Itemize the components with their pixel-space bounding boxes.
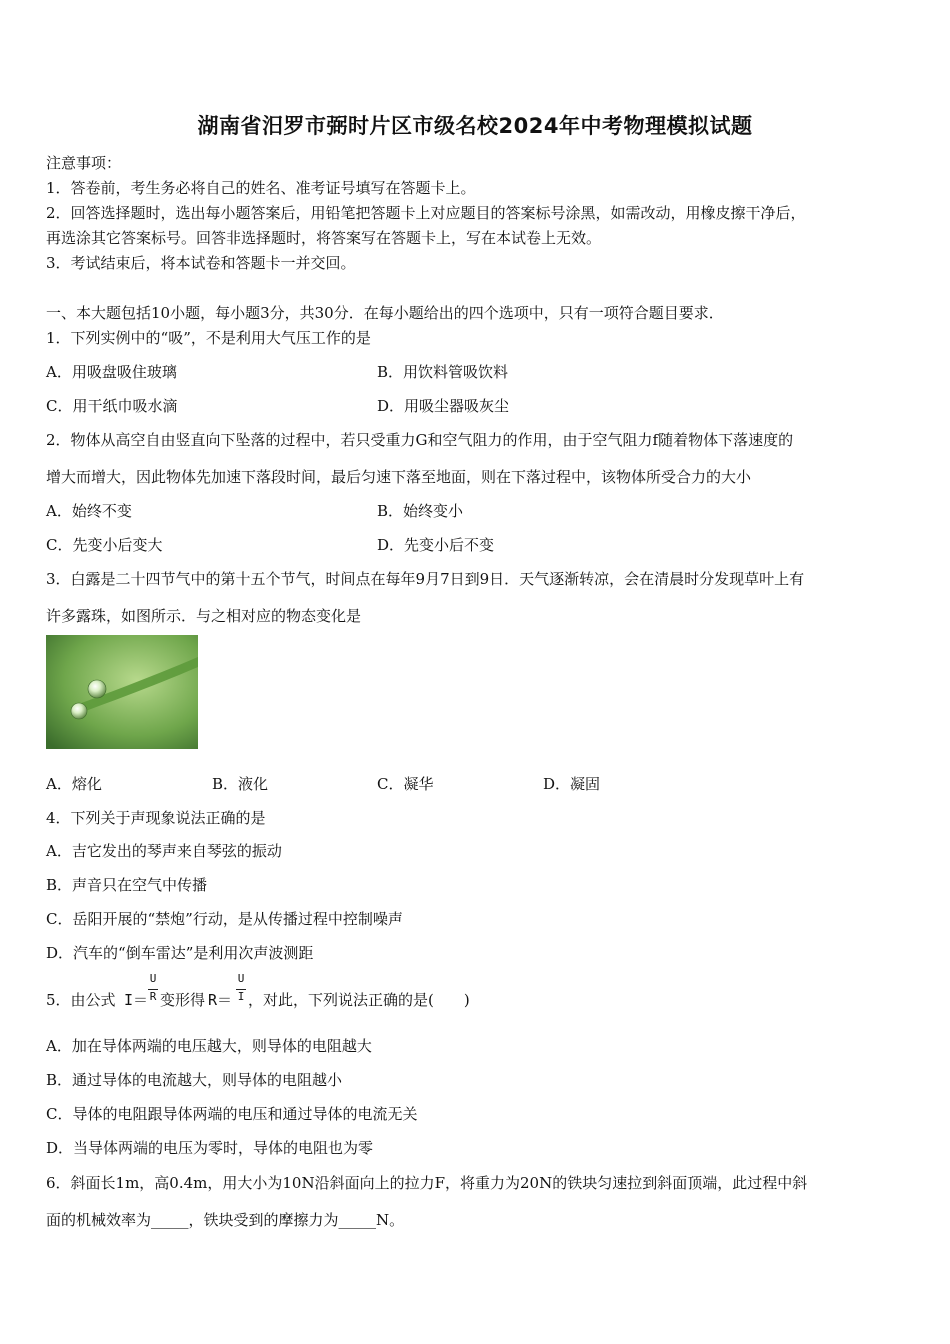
notes-item-2b: 再选涂其它答案标号。回答非选择题时，将答案写在答题卡上，写在本试卷上无效。 <box>46 229 602 247</box>
q6-stem-line-1: 6．斜面长1m，高0.4m，用大小为10N沿斜面向上的拉力F，将重力为20N的铁块匀速拉到斜面顶端，此过程中斜 <box>46 1174 808 1192</box>
q4-option-c: C．岳阳开展的“禁炮”行动，是从传播过程中控制噪声 <box>46 910 403 928</box>
dew-on-grass-photo <box>46 635 198 749</box>
q4-option-b: B．声音只在空气中传播 <box>46 876 208 894</box>
q1-option-c: C．用干纸巾吸水滴 <box>46 397 178 415</box>
q2-option-c: C．先变小后变大 <box>46 536 163 554</box>
dew-illustration <box>46 635 198 749</box>
q3-stem-line-1: 3．白露是二十四节气中的第十五个节气，时间点在每年9月7日到9日．天气逐渐转凉，会在清晨时分发现草叶上有 <box>46 570 805 588</box>
q2-stem-line-2: 增大而增大，因此物体先加速下落段时间，最后匀速下落至地面，则在下落过程中，该物体所受合力的大小 <box>46 468 752 486</box>
q3-option-d: D．凝固 <box>543 775 601 793</box>
q2-option-d: D．先变小后不变 <box>377 536 495 554</box>
q5-suffix: ，对此，下列说法正确的是( ) <box>248 991 470 1009</box>
q5-fraction-1-numerator: U <box>149 972 157 985</box>
q5-middle: 变形得 <box>160 991 206 1009</box>
section-heading: 一、本大题包括10小题，每小题3分，共30分．在每小题给出的四个选项中，只有一项符合题目要求． <box>46 304 724 322</box>
q3-stem-line-2: 许多露珠，如图所示．与之相对应的物态变化是 <box>46 607 362 625</box>
q5-fraction-2-numerator: U <box>237 972 245 985</box>
q5-formula-lhs-2: R＝ <box>208 991 233 1009</box>
notes-item-3: 3．考试结束后，将本试卷和答题卡一并交回。 <box>46 254 356 272</box>
q2-option-a: A．始终不变 <box>46 502 132 520</box>
q3-option-a: A．熔化 <box>46 775 102 793</box>
q4-option-d: D．汽车的“倒车雷达”是利用次声波测距 <box>46 944 314 962</box>
q5-fraction-2-denominator: I <box>237 990 245 1003</box>
q5-option-d: D．当导体两端的电压为零时，导体的电阻也为零 <box>46 1139 374 1157</box>
q5-option-b: B．通过导体的电流越大，则导体的电阻越小 <box>46 1071 343 1089</box>
q5-fraction-1-denominator: R <box>149 990 157 1003</box>
page-title: 湖南省汨罗市弼时片区市级名校2024年中考物理模拟试题 <box>197 114 753 138</box>
dew-drop-lower <box>71 703 87 719</box>
q6-stem-line-2: 面的机械效率为_____，铁块受到的摩擦力为_____N。 <box>46 1211 405 1229</box>
q5-formula-lhs-1: I＝ <box>124 991 149 1009</box>
q4-option-a: A．吉它发出的琴声来自琴弦的振动 <box>46 842 282 860</box>
q5-option-a: A．加在导体两端的电压越大，则导体的电阻越大 <box>46 1037 372 1055</box>
q2-stem-line-1: 2．物体从高空自由竖直向下坠落的过程中，若只受重力G和空气阻力的作用，由于空气阻力f随着物体下落速度的 <box>46 431 794 449</box>
q2-option-b: B．始终变小 <box>377 502 464 520</box>
dew-drop-upper <box>88 680 106 698</box>
q5-prefix: 5．由公式 <box>46 991 116 1009</box>
q1-option-a: A．用吸盘吸住玻璃 <box>46 363 177 381</box>
q1-option-b: B．用饮料管吸饮料 <box>377 363 509 381</box>
notes-item-2a: 2．回答选择题时，选出每小题答案后，用铅笔把答题卡上对应题目的答案标号涂黑，如需改动，用橡皮擦干净后， <box>46 204 806 222</box>
q1-stem: 1．下列实例中的“吸”，不是利用大气压工作的是 <box>46 329 371 347</box>
q3-option-c: C．凝华 <box>377 775 434 793</box>
q3-option-b: B．液化 <box>212 775 269 793</box>
q4-stem: 4．下列关于声现象说法正确的是 <box>46 809 266 827</box>
notes-item-1: 1．答卷前，考生务必将自己的姓名、准考证号填写在答题卡上。 <box>46 179 476 197</box>
q1-option-d: D．用吸尘器吸灰尘 <box>377 397 510 415</box>
q5-option-c: C．导体的电阻跟导体两端的电压和通过导体的电流无关 <box>46 1105 418 1123</box>
notes-heading: 注意事项： <box>46 154 122 172</box>
